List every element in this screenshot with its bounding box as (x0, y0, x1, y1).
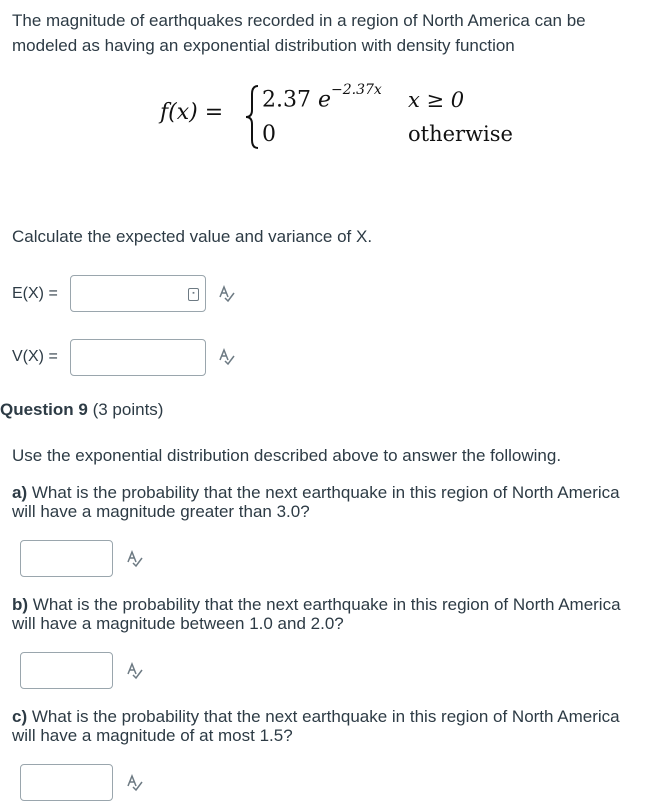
case1-coefficient: 2.37 (262, 87, 311, 113)
spell-check-icon[interactable] (126, 774, 144, 792)
part-c-text: What is the probability that the next earthquake in this region of North America (31, 707, 620, 726)
ex-input[interactable] (71, 276, 205, 311)
vx-input-box[interactable] (70, 339, 206, 376)
case1-e: e (317, 87, 332, 113)
vx-input[interactable] (71, 340, 205, 375)
part-a-input-box[interactable] (20, 540, 113, 577)
vx-label: V(X) = (12, 348, 58, 365)
part-c-input[interactable] (21, 765, 112, 800)
part-c-letter: c) (12, 707, 28, 726)
part-b-letter: b) (12, 595, 29, 614)
case1-expression (262, 82, 382, 113)
part-a-input[interactable] (21, 541, 112, 576)
ex-label: E(X) = (12, 285, 58, 302)
calculator-icon[interactable]: ▪ (188, 288, 199, 301)
spell-check-icon[interactable] (126, 550, 144, 568)
ex-input-box[interactable] (70, 275, 206, 312)
part-a-letter: a) (12, 483, 28, 502)
part-a-text: What is the probability that the next earthquake in this region of North America (31, 483, 620, 502)
case2-value: 0 (262, 122, 276, 147)
curly-brace-icon (244, 84, 260, 150)
intro-line-2: modeled as having an exponential distribution with density function (12, 36, 515, 55)
part-b-text: What is the probability that the next earthquake in this region of North America (32, 595, 621, 614)
case2-condition: otherwise (408, 122, 513, 146)
question-points: (3 points) (92, 400, 164, 419)
question-number: Question 9 (0, 400, 88, 419)
part-c-line-2: will have a magnitude of at most 1.5? (12, 726, 293, 745)
question-instruction: Use the exponential distribution described above to answer the following. (12, 446, 562, 465)
spell-check-icon[interactable] (218, 285, 236, 303)
task-text: Calculate the expected value and variance of X. (12, 227, 373, 246)
part-c-input-box[interactable] (20, 764, 113, 801)
question-header (0, 398, 163, 422)
spell-check-icon[interactable] (126, 662, 144, 680)
case1-exponent: −2.37x (331, 82, 382, 98)
part-b-input[interactable] (21, 653, 112, 688)
part-b-input-box[interactable] (20, 652, 113, 689)
case1-condition: x ≥ 0 (408, 88, 465, 112)
part-b-line-2: will have a magnitude between 1.0 and 2.0? (12, 614, 344, 633)
spell-check-icon[interactable] (218, 348, 236, 366)
intro-line-1: The magnitude of earthquakes recorded in a region of North America can be (12, 11, 586, 30)
part-a-line-2: will have a magnitude greater than 3.0? (12, 502, 310, 521)
formula-lhs: f(x) = (160, 100, 224, 125)
